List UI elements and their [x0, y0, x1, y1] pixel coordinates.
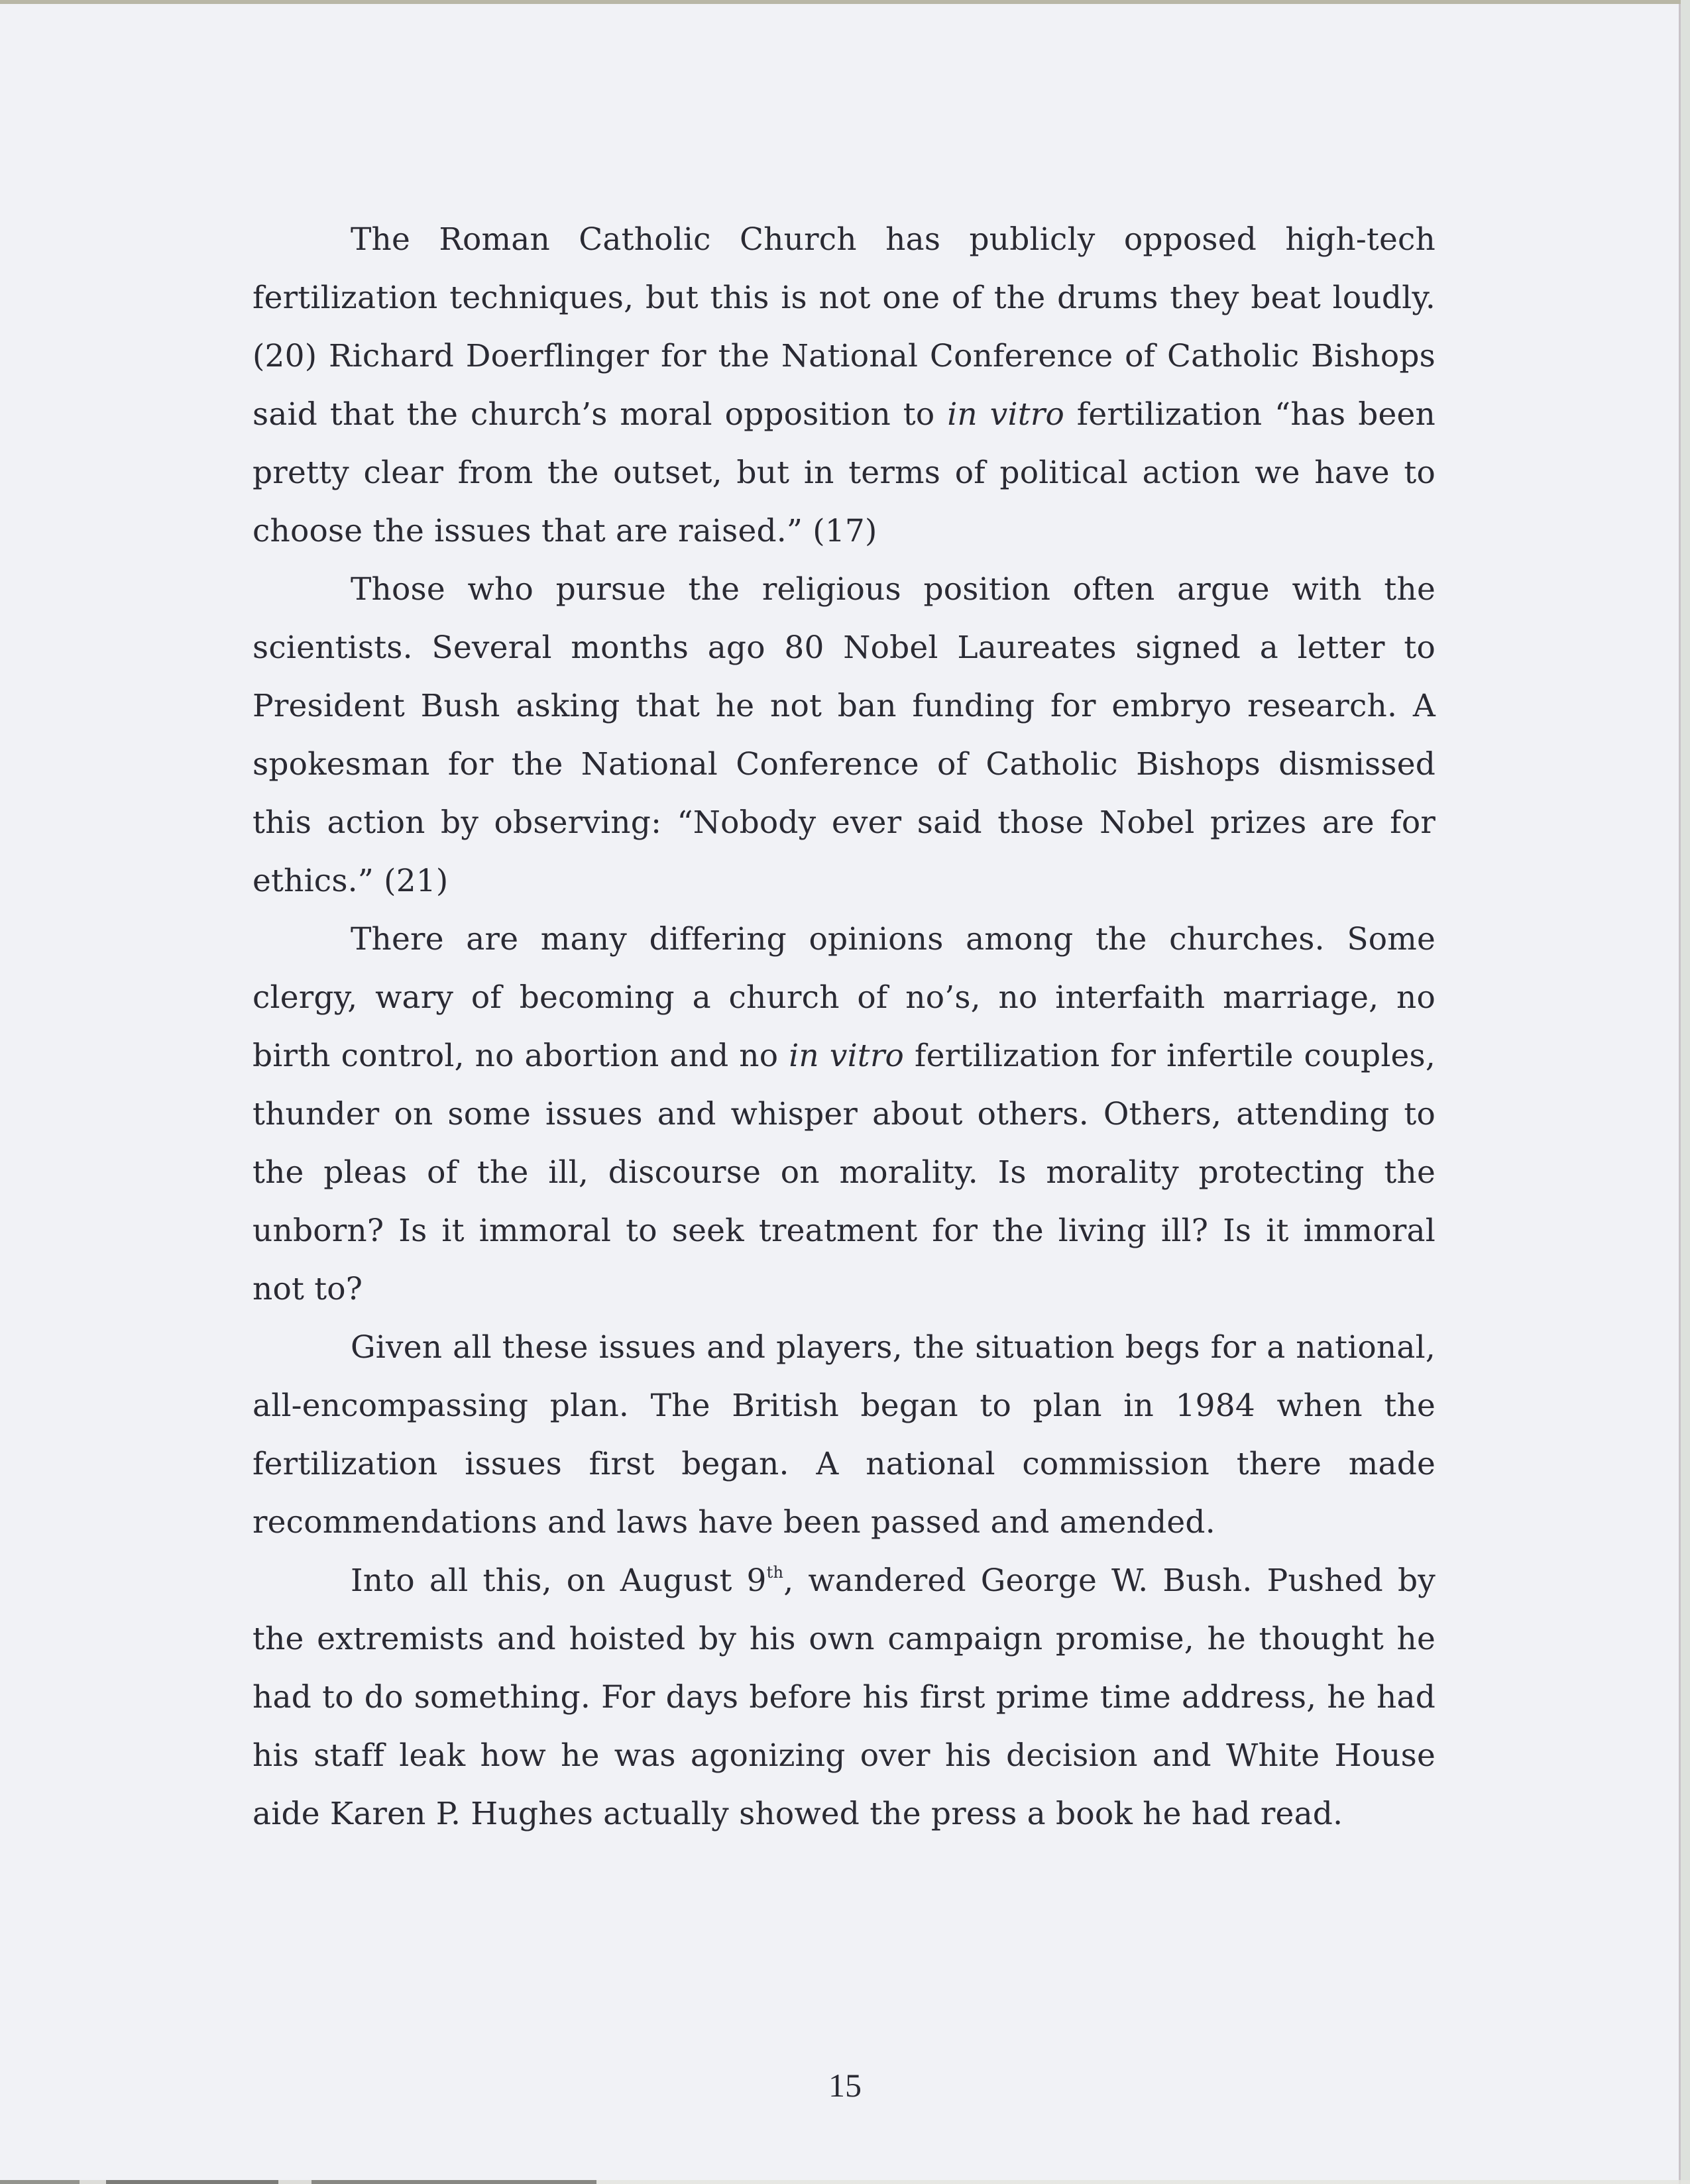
scan-right-edge [1681, 0, 1690, 2184]
body-text [253, 211, 1436, 1843]
text-run: Those who pursue the religious position often argue with the scientists. Several months ago 80 Nobel Laureates signed a letter to President Bush asking that he not ban funding for embryo research. A spokesman for the National Conference of Catholic Bishops dismissed this action by observing: “Nobody ever said those Nobel prizes are for ethics.” (21) [253, 571, 1436, 899]
ordinal-suffix: th [766, 1563, 784, 1582]
paragraph [253, 910, 1436, 1319]
scan-bottom-edge [0, 2180, 1690, 2184]
page-number: 15 [828, 2067, 862, 2104]
text-run: fertilization for infertile couples, thunder on some issues and whisper about others. Others, attending to the pleas of the ill, discourse on morality. Is morality protecting the unborn? Is it immoral to seek treatment for the living ill? Is it immoral not to? [253, 1038, 1436, 1307]
paragraph [253, 1319, 1436, 1552]
text-run: The Roman Catholic Church has publicly opposed high-tech fertilization techniques, but this is not one of the drums they beat loudly. (20) Richard Doerflinger for the National Conference of Catholic Bishops said that the church’s moral opposition to [253, 221, 1436, 433]
paragraph [253, 1552, 1436, 1843]
paragraph [253, 561, 1436, 910]
paragraph [253, 211, 1436, 561]
text-run: , wandered George W. Bush. Pushed by the extremists and hoisted by his own campaign promise, he thought he had to do something. For days before his first prime time address, he had his staff leak how he was agonizing over his decision and White House aide Karen P. Hughes actually showed the press a book he had read. [253, 1562, 1436, 1832]
document-page [0, 4, 1681, 2184]
text-run: Into all this, on August 9 [351, 1562, 767, 1599]
text-run: fertilization “has been pretty clear from the outset, but in terms of political action we have to choose the issues that are raised.” (17) [253, 396, 1436, 549]
text-run: There are many differing opinions among the churches. Some clergy, wary of becoming a church of no’s, no interfaith marriage, no birth control, no abortion and no [253, 921, 1436, 1074]
italic-term: in vitro [789, 1038, 905, 1074]
text-run: Given all these issues and players, the situation begs for a national, all-encompassing plan. The British began to plan in 1984 when the fertilization issues first began. A national commission there made recommendations and laws have been passed and amended. [253, 1329, 1436, 1541]
italic-term: in vitro [947, 396, 1064, 433]
